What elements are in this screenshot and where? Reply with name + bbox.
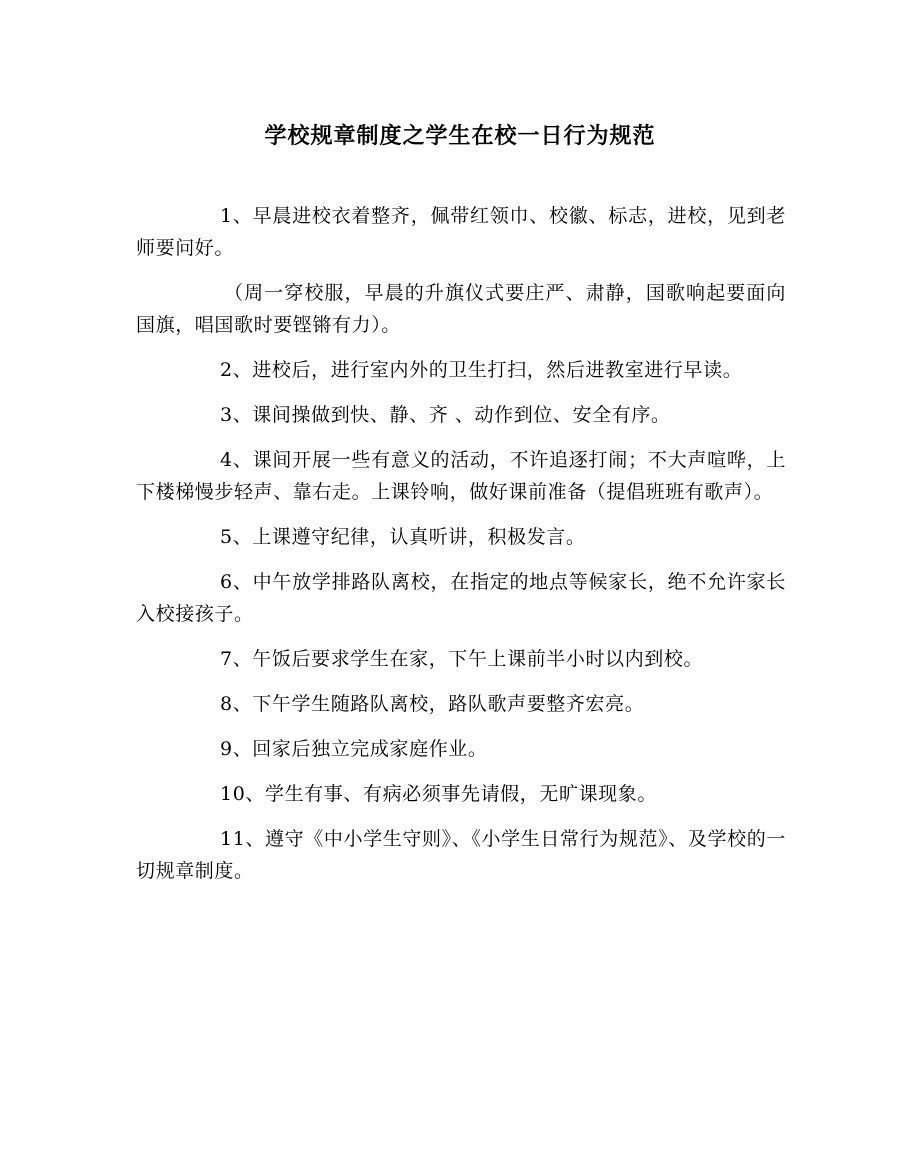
rule-paragraph-5: 5、上课遵守纪律，认真听讲，积极发言。	[220, 526, 586, 548]
document-body	[136, 200, 786, 900]
rule-paragraph-1: 1、早晨进校衣着整齐，佩带红领巾、校徽、标志，进校，见到老师要问好。	[136, 205, 786, 259]
rule-paragraph-3: 3、课间操做到快、静、齐 、动作到位、安全有序。	[220, 404, 671, 426]
rule-paragraph-7: 7、午饭后要求学生在家，下午上课前半小时以内到校。	[220, 648, 704, 670]
rule-note-paragraph: （周一穿校服，早晨的升旗仪式要庄严、肃静，国歌响起要面向国旗，唱国歌时要铿锵有力）。	[136, 282, 786, 336]
rule-paragraph-6: 6、中午放学排路队离校，在指定的地点等候家长，绝不允许家长入校接孩子。	[136, 571, 786, 625]
rule-paragraph-9: 9、回家后独立完成家庭作业。	[220, 738, 488, 760]
document-title: 学校规章制度之学生在校一日行为规范	[264, 123, 656, 149]
rule-paragraph-8: 8、下午学生随路队离校，路队歌声要整齐宏亮。	[220, 693, 645, 715]
rule-paragraph-10: 10、学生有事、有病必须事先请假，无旷课现象。	[220, 783, 657, 805]
rule-paragraph-2: 2、进校后，进行室内外的卫生打扫，然后进教室进行早读。	[220, 359, 743, 381]
rule-paragraph-11: 11、遵守《中小学生守则》、《小学生日常行为规范》、及学校的一切规章制度。	[136, 828, 786, 882]
rule-paragraph-4: 4、课间开展一些有意义的活动，不许追逐打闹；不大声喧哗，上下楼梯慢步轻声、靠右走。上课铃响，做好课前准备（提倡班班有歌声）。	[136, 449, 786, 503]
